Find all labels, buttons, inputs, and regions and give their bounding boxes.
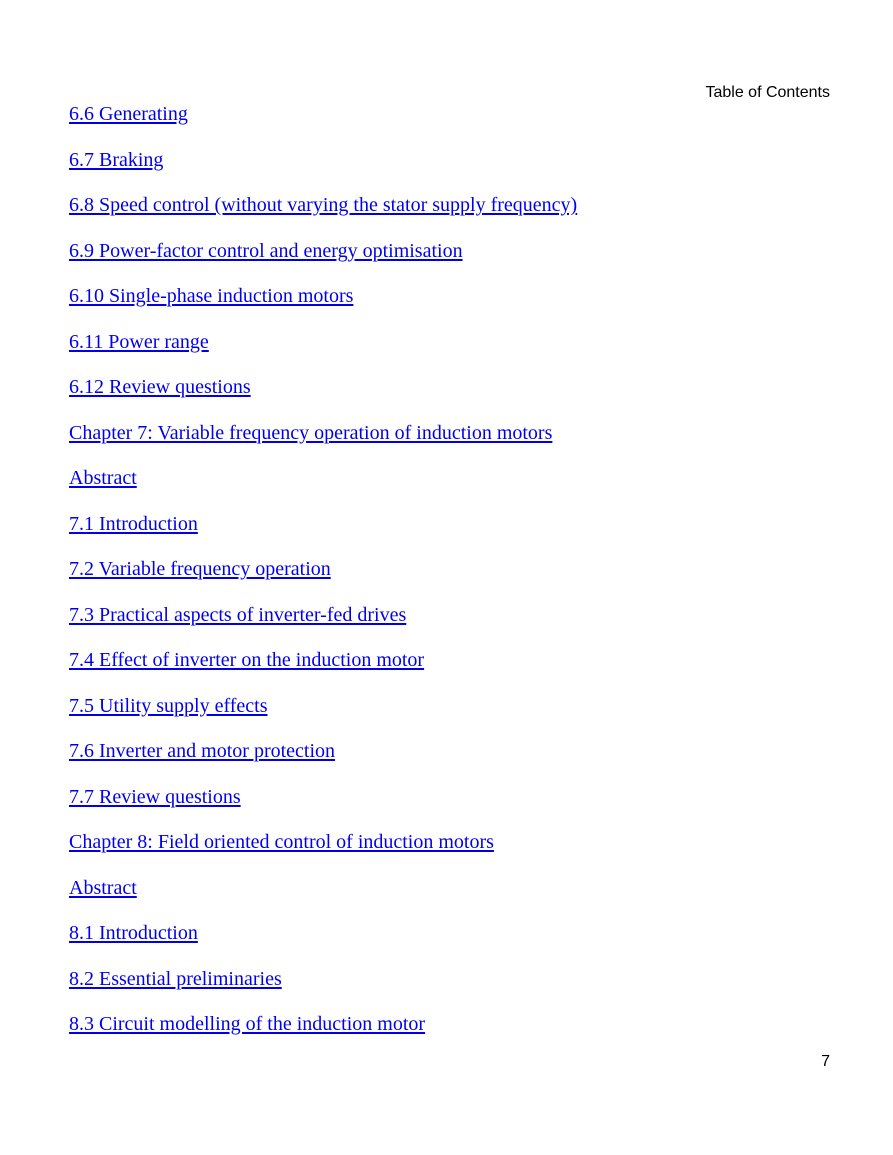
toc-link-8-3-circuit-modelling[interactable]: 8.3 Circuit modelling of the induction motor — [69, 1013, 426, 1035]
toc-item — [69, 100, 577, 146]
toc-link-7-4-effect-of-inverter[interactable]: 7.4 Effect of inverter on the induction motor — [69, 649, 425, 671]
toc-link-6-11-power-range[interactable]: 6.11 Power range — [69, 330, 209, 353]
toc-item — [69, 555, 577, 601]
toc-item — [69, 737, 577, 783]
toc-item — [69, 646, 577, 692]
toc-item — [69, 1010, 577, 1056]
page-number: 7 — [821, 1053, 830, 1070]
toc-link-7-3-practical-aspects[interactable]: 7.3 Practical aspects of inverter-fed drives — [69, 603, 407, 626]
toc-link-chapter-7[interactable]: Chapter 7: Variable frequency operation of induction motors — [69, 421, 553, 444]
toc-link-8-1-introduction[interactable]: 8.1 Introduction — [69, 922, 198, 944]
toc-link-6-9-power-factor-control[interactable]: 6.9 Power-factor control and energy optimisation — [69, 239, 463, 262]
toc-item — [69, 328, 577, 374]
table-of-contents-list — [69, 100, 577, 1056]
toc-link-6-6-generating[interactable]: 6.6 Generating — [69, 103, 188, 125]
page-header-title: Table of Contents — [705, 84, 830, 101]
toc-link-6-10-single-phase-motors[interactable]: 6.10 Single-phase induction motors — [69, 285, 354, 307]
toc-item — [69, 828, 577, 874]
toc-link-6-8-speed-control[interactable]: 6.8 Speed control (without varying the stator supply frequency) — [69, 194, 578, 216]
toc-item — [69, 692, 577, 738]
toc-link-7-2-variable-frequency[interactable]: 7.2 Variable frequency operation — [69, 558, 331, 580]
toc-link-chapter-8-abstract[interactable]: Abstract — [69, 876, 137, 899]
toc-item — [69, 146, 577, 192]
toc-link-chapter-8[interactable]: Chapter 8: Field oriented control of induction motors — [69, 831, 494, 853]
toc-item — [69, 191, 577, 237]
toc-link-8-2-essential-preliminaries[interactable]: 8.2 Essential preliminaries — [69, 967, 282, 990]
toc-link-7-1-introduction[interactable]: 7.1 Introduction — [69, 512, 198, 535]
toc-item — [69, 237, 577, 283]
toc-item — [69, 464, 577, 510]
toc-item — [69, 373, 577, 419]
toc-item — [69, 965, 577, 1011]
toc-link-7-6-protection[interactable]: 7.6 Inverter and motor protection — [69, 740, 336, 762]
toc-link-7-7-review-questions[interactable]: 7.7 Review questions — [69, 785, 241, 808]
toc-item — [69, 601, 577, 647]
toc-item — [69, 419, 577, 465]
toc-item — [69, 919, 577, 965]
toc-item — [69, 874, 577, 920]
toc-item — [69, 282, 577, 328]
toc-link-6-7-braking[interactable]: 6.7 Braking — [69, 148, 164, 171]
toc-link-6-12-review-questions[interactable]: 6.12 Review questions — [69, 376, 251, 398]
toc-item — [69, 783, 577, 829]
toc-link-7-5-utility-supply[interactable]: 7.5 Utility supply effects — [69, 694, 268, 717]
toc-item — [69, 510, 577, 556]
toc-link-chapter-7-abstract[interactable]: Abstract — [69, 467, 137, 489]
